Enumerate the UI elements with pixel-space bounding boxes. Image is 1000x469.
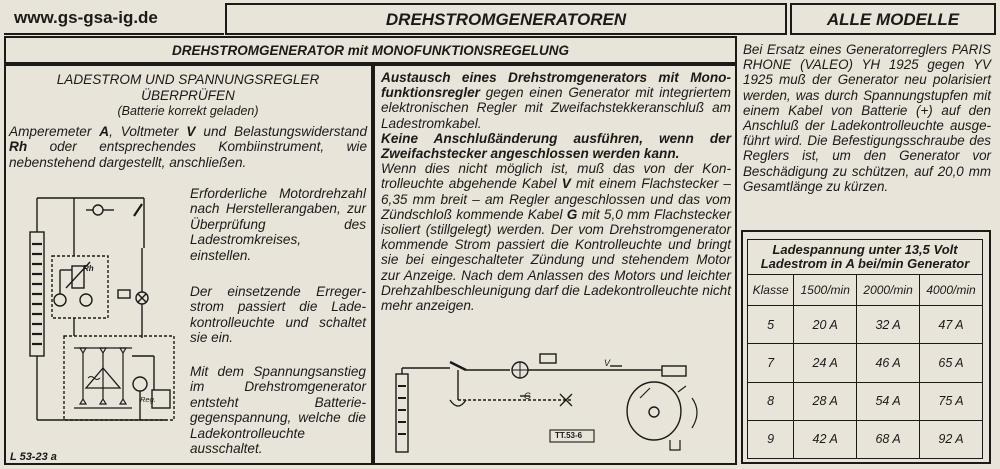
intro-bold-term: A [99,124,110,139]
middle-p3-v: V [561,176,571,192]
voltmeter-symbol [54,294,66,306]
left-paragraph-1: Erforderliche Motordrehzahl nach Herstellerangaben, zur Überprüfung des Ladestromkreises, einstellen. [190,186,366,263]
table-cell: 46 A [857,344,920,382]
ignition-switch-symbol [450,362,466,370]
left-figure-code: L 53-23 a [10,451,57,463]
intro-bold-term: V [186,124,196,139]
table-cell: 65 A [920,344,983,382]
models-label: ALLE MODELLE [790,3,996,35]
table-row [748,382,983,420]
intro-text-run: oder entsprechendes Kombiinstrument, wie nebenstehend dargestellt, anschließen. [9,139,367,170]
middle-p3-text: Wenn dies nicht möglich ist, muß das von der Kontrolleuchte abgehende Kabel [381,161,731,192]
page-title: DREHSTROMGENERATOREN [225,3,787,35]
table-cell: 28 A [794,382,857,420]
middle-p1-bold: Austausch eines Drehstromgenerators mit Monofunktionsregler [381,70,731,101]
lamp-symbol [93,205,103,215]
intro-text-run: und Belastungswiderstand [195,124,368,139]
table-header-row [748,275,983,306]
table-row [748,420,983,458]
rh-label: Rh [83,264,94,273]
middle-text [381,70,731,313]
left-paragraph-3: Mit dem Spannungsanstieg im Drehstromgenerator entsteht Batteriegegenspannung, welche die Ladekontrolleuchte ausschaltet. [190,364,366,457]
table-caption-1: Ladespannung unter 13,5 Volt [772,242,958,257]
table-cell: 8 [748,382,794,420]
left-intro [9,124,367,170]
table-cell: 92 A [920,420,983,458]
table-cell: 5 [748,306,794,344]
alternator-symbol [627,382,681,440]
table-col-header: Klasse [748,275,794,306]
middle-figure-code: TT.53-6 [555,431,583,440]
right-text: Bei Ersatz eines Generatorreglers PARIS RHONE (VALEO) YH 1925 gegen YV 1925 muß der Generator neu polarisiert werden, was durch Spannungstupfen mit einem Kabel von Batterie (+) auf den Anschluß der Ladekontrolleuchte ausgeführt wird. Die Befestigungsschraube des Reglers ist, um den Generator vor Beschädigung zu schützen, auf 20,0 mm Gesamtlänge zu kürzen. [743,42,991,194]
table-col-header: 4000/min [920,275,983,306]
charging-circuit-diagram [14,188,182,450]
intro-bold-term: Rh [9,139,28,155]
table-cell: 32 A [857,306,920,344]
table-row [748,344,983,382]
table-col-header: 2000/min [857,275,920,306]
wire-v-label: V [604,358,611,368]
middle-p3-g: G [566,206,578,222]
section-title: DREHSTROMGENERATOR mit MONOFUNKTIONSREGELUNG [4,36,737,64]
table-caption [748,240,983,275]
table-row [748,306,983,344]
table-cell: 47 A [920,306,983,344]
charging-current-table [747,239,983,459]
table-cell: 24 A [794,344,857,382]
left-heading-2: ÜBERPRÜFEN [141,88,235,103]
table-cell: 20 A [794,306,857,344]
rotor-symbol [133,377,147,391]
middle-p1-text: gegen einen Generator mit integriertem elektronischen Regler mit Zweifachstekkeranschluß am Ladestromkabel. [381,85,731,131]
middle-p2-bold: Keine Anschlußänderung ausführen, wenn der Zweifachstecker angeschlossen werden kann. [381,130,731,162]
table-cell: 75 A [920,382,983,420]
reg-label: Reg. [140,395,156,404]
table-cell: 9 [748,420,794,458]
table-cell: 7 [748,344,794,382]
table-caption-2: Ladestrom in A bei/min Generator [760,256,970,271]
table-col-header: 1500/min [794,275,857,306]
left-paragraph-2: Der einsetzende Erregerstrom passiert die Ladekontrolleuchte und schaltet sie ein. [190,284,366,346]
table-cell: 68 A [857,420,920,458]
intro-text-run: , Voltmeter [109,124,187,139]
intro-text-run: Amperemeter [9,124,100,139]
left-heading-1: LADESTROM UND SPANNUNGSREGLER [56,72,320,87]
left-heading-3: (Batterie korrekt geladen) [117,104,259,118]
middle-p3-text: mit 5,0 mm Flachstecker isoliert (stillgelegt) werden. Der vom Drehstromgenerator kommende Strom passiert die Kontrolleuchte und bringt sie bei eingeschalteter Zündung und stehendem Motor zur Anzeige. Nach dem Anlassen des Motors und leichter Drehzahlbeschleunigung darf die Ladekontrolleuchte nicht mehr anzeigen. [381,206,731,314]
table-cell: 42 A [794,420,857,458]
wire-g-label: G [524,391,532,401]
table-cell: 54 A [857,382,920,420]
ammeter-symbol [80,294,92,306]
switch-symbol [134,204,142,216]
replacement-wiring-diagram [392,352,724,460]
middle-p3-text: mit einem Flachstecker – 6,35 mm breit – am Regler angeschlossen und das vom Zündschloß kommende Kabel [381,176,731,222]
website-label: www.gs-gsa-ig.de [4,3,224,35]
